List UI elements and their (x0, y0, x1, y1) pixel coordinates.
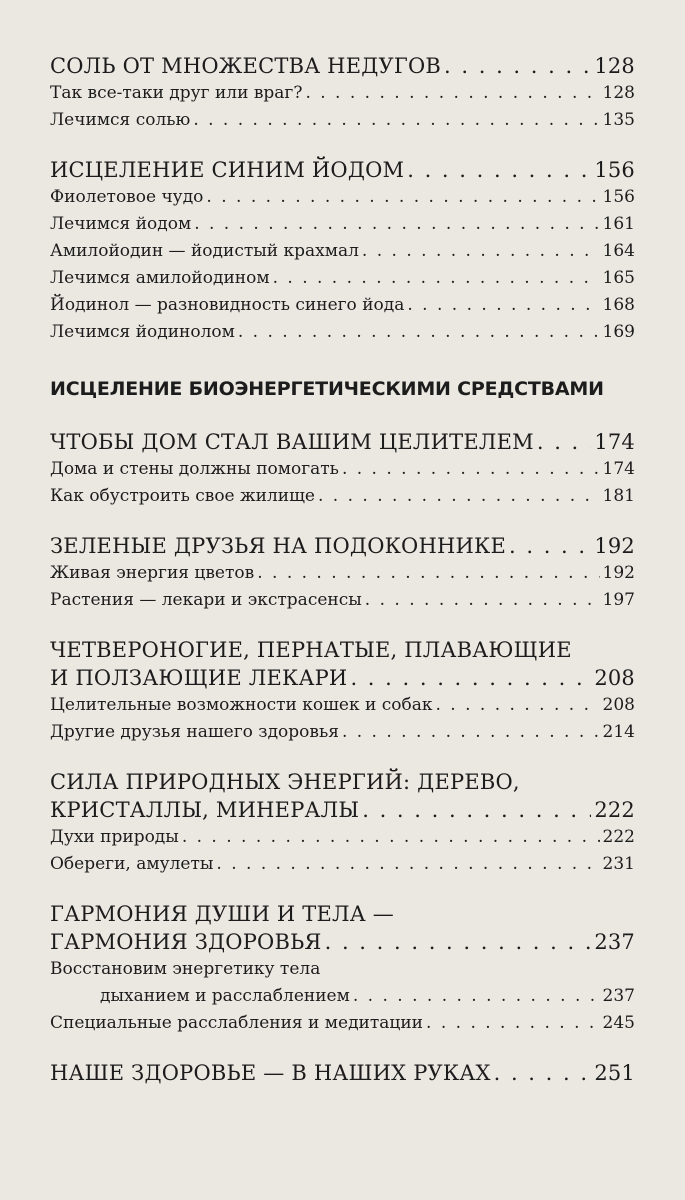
toc-item-page-number: 165 (602, 268, 635, 288)
toc-chapter (50, 156, 635, 346)
chapter-title-line (50, 156, 635, 184)
toc-item-line (50, 692, 635, 719)
toc-chapter (50, 428, 635, 510)
toc-item-page-number: 214 (602, 722, 635, 742)
toc-item-label: Целительные возможности кошек и собак (50, 695, 433, 715)
toc-item-page-number: 231 (602, 854, 635, 874)
toc-item-line (50, 851, 635, 878)
dot-leader (238, 319, 600, 346)
chapter-title-line (50, 928, 635, 956)
toc-item-page-number: 156 (602, 187, 635, 207)
toc-item-page-number: 169 (602, 322, 635, 342)
toc-item-label: Живая энергия цветов (50, 563, 255, 583)
toc-groups-before (50, 52, 635, 346)
dot-leader (509, 532, 591, 560)
chapter-title-page-number: 222 (594, 798, 635, 822)
chapter-title-label: ЧТОБЫ ДОМ СТАЛ ВАШИМ ЦЕЛИТЕЛЕМ (50, 430, 534, 454)
chapter-title-part: СИЛА ПРИРОДНЫХ ЭНЕРГИЙ: ДЕРЕВО, (50, 770, 520, 794)
toc-chapter (50, 768, 635, 878)
toc-item-label: Амилойодин — йодистый крахмал (50, 241, 359, 261)
toc-item-part: Восстановим энергетику тела (50, 959, 321, 979)
dot-leader (216, 851, 599, 878)
toc-item-page-number: 237 (602, 986, 635, 1006)
toc-item-label: Духи природы (50, 827, 179, 847)
toc-chapter (50, 532, 635, 614)
toc-chapter (50, 1059, 635, 1087)
toc-item-line (50, 983, 635, 1010)
toc-item-label: Обереги, амулеты (50, 854, 214, 874)
toc-item-line (50, 238, 635, 265)
toc-item-label: Так все-таки друг или враг? (50, 83, 303, 103)
toc-item-page-number: 164 (602, 241, 635, 261)
toc-item-line (50, 292, 635, 319)
toc-item-line (50, 483, 635, 510)
toc-item-line (50, 456, 635, 483)
toc-item-line (50, 824, 635, 851)
section-header: ИСЦЕЛЕНИЕ БИОЭНЕРГЕТИЧЕСКИМИ СРЕДСТВАМИ (50, 378, 604, 400)
chapter-title-label: ИСЦЕЛЕНИЕ СИНИМ ЙОДОМ (50, 158, 405, 182)
toc-item-label: Лечимся йодинолом (50, 322, 235, 342)
toc-item-line (50, 1010, 635, 1037)
chapter-title-label: И ПОЛЗАЮЩИЕ ЛЕКАРИ (50, 666, 348, 690)
toc-item-page-number: 222 (602, 827, 635, 847)
dot-leader (273, 265, 600, 292)
chapter-title-part: ГАРМОНИЯ ДУШИ И ТЕЛА — (50, 902, 394, 926)
toc-chapter (50, 636, 635, 746)
toc-item-label: Специальные расслабления и медитации (50, 1013, 424, 1033)
dot-leader (494, 1059, 592, 1087)
toc-item-label: Дома и стены должны помогать (50, 459, 339, 479)
dot-leader (182, 824, 600, 851)
dot-leader (193, 107, 599, 134)
toc-item-page-number: 174 (602, 459, 635, 479)
toc-item-line (50, 107, 635, 134)
toc-chapter (50, 900, 635, 1037)
chapter-title-label: ЗЕЛЕНЫЕ ДРУЗЬЯ НА ПОДОКОННИКЕ (50, 534, 506, 558)
dot-leader (325, 928, 592, 956)
toc-item-label: Йодинол — разновидность синего йода (50, 295, 405, 315)
toc-item-page-number: 168 (602, 295, 635, 315)
chapter-title-label: КРИСТАЛЛЫ, МИНЕРАЛЫ (50, 798, 360, 822)
dot-leader (350, 664, 591, 692)
table-of-contents (50, 52, 635, 1087)
toc-item-label: Лечимся солью (50, 110, 191, 130)
dot-leader (353, 983, 600, 1010)
toc-item-label: Растения — лекари и экстрасенсы (50, 590, 362, 610)
toc-item-line (50, 265, 635, 292)
chapter-title-line (50, 664, 635, 692)
dot-leader (206, 184, 599, 211)
chapter-title-page-number: 237 (594, 930, 635, 954)
toc-item-line (50, 587, 635, 614)
chapter-title-page-number: 174 (594, 430, 635, 454)
dot-leader (407, 292, 599, 319)
chapter-title-label: СОЛЬ ОТ МНОЖЕСТВА НЕДУГОВ (50, 54, 442, 78)
toc-groups-after (50, 428, 635, 1087)
dot-leader (407, 156, 591, 184)
toc-item-line (50, 319, 635, 346)
toc-chapter (50, 52, 635, 134)
dot-leader (305, 80, 599, 107)
toc-item-label: дыханием и расслаблением (100, 986, 350, 1006)
chapter-title-page-number: 128 (594, 54, 635, 78)
toc-item-page-number: 135 (602, 110, 635, 130)
toc-item-page-number: 245 (602, 1013, 635, 1033)
dot-leader (342, 456, 600, 483)
chapter-title-page-number: 208 (594, 666, 635, 690)
dot-leader (257, 560, 599, 587)
toc-item-page-number: 192 (602, 563, 635, 583)
chapter-title-page-number: 251 (594, 1061, 635, 1085)
toc-item-label: Другие друзья нашего здоровья (50, 722, 339, 742)
dot-leader (362, 238, 600, 265)
chapter-title-line (50, 532, 635, 560)
toc-item-label: Фиолетовое чудо (50, 187, 204, 207)
toc-item-line (50, 560, 635, 587)
toc-item-page-number: 197 (602, 590, 635, 610)
toc-item-line (50, 184, 635, 211)
chapter-title-line (50, 1059, 635, 1087)
toc-item-label: Как обустроить свое жилище (50, 486, 315, 506)
chapter-title-label: ГАРМОНИЯ ЗДОРОВЬЯ (50, 930, 322, 954)
toc-item-line (50, 211, 635, 238)
dot-leader (426, 1010, 600, 1037)
chapter-title-line (50, 428, 635, 456)
toc-item-page-number: 161 (602, 214, 635, 234)
chapter-title-part: ЧЕТВЕРОНОГИЕ, ПЕРНАТЫЕ, ПЛАВАЮЩИЕ (50, 638, 572, 662)
dot-leader (194, 211, 599, 238)
dot-leader (362, 796, 591, 824)
dot-leader (318, 483, 600, 510)
chapter-title-label: НАШЕ ЗДОРОВЬЕ — В НАШИХ РУКАХ (50, 1061, 491, 1085)
dot-leader (436, 692, 600, 719)
dot-leader (365, 587, 600, 614)
toc-item-label: Лечимся амилойодином (50, 268, 270, 288)
chapter-title-page-number: 156 (594, 158, 635, 182)
toc-item-line (50, 80, 635, 107)
chapter-title-line (50, 796, 635, 824)
toc-item-page-number: 208 (602, 695, 635, 715)
chapter-title-page-number: 192 (594, 534, 635, 558)
toc-item-label: Лечимся йодом (50, 214, 192, 234)
chapter-title-line (50, 52, 635, 80)
toc-item-page-number: 128 (602, 83, 635, 103)
toc-item-line (50, 719, 635, 746)
dot-leader (444, 52, 591, 80)
toc-item-page-number: 181 (602, 486, 635, 506)
dot-leader (342, 719, 600, 746)
dot-leader (537, 428, 591, 456)
